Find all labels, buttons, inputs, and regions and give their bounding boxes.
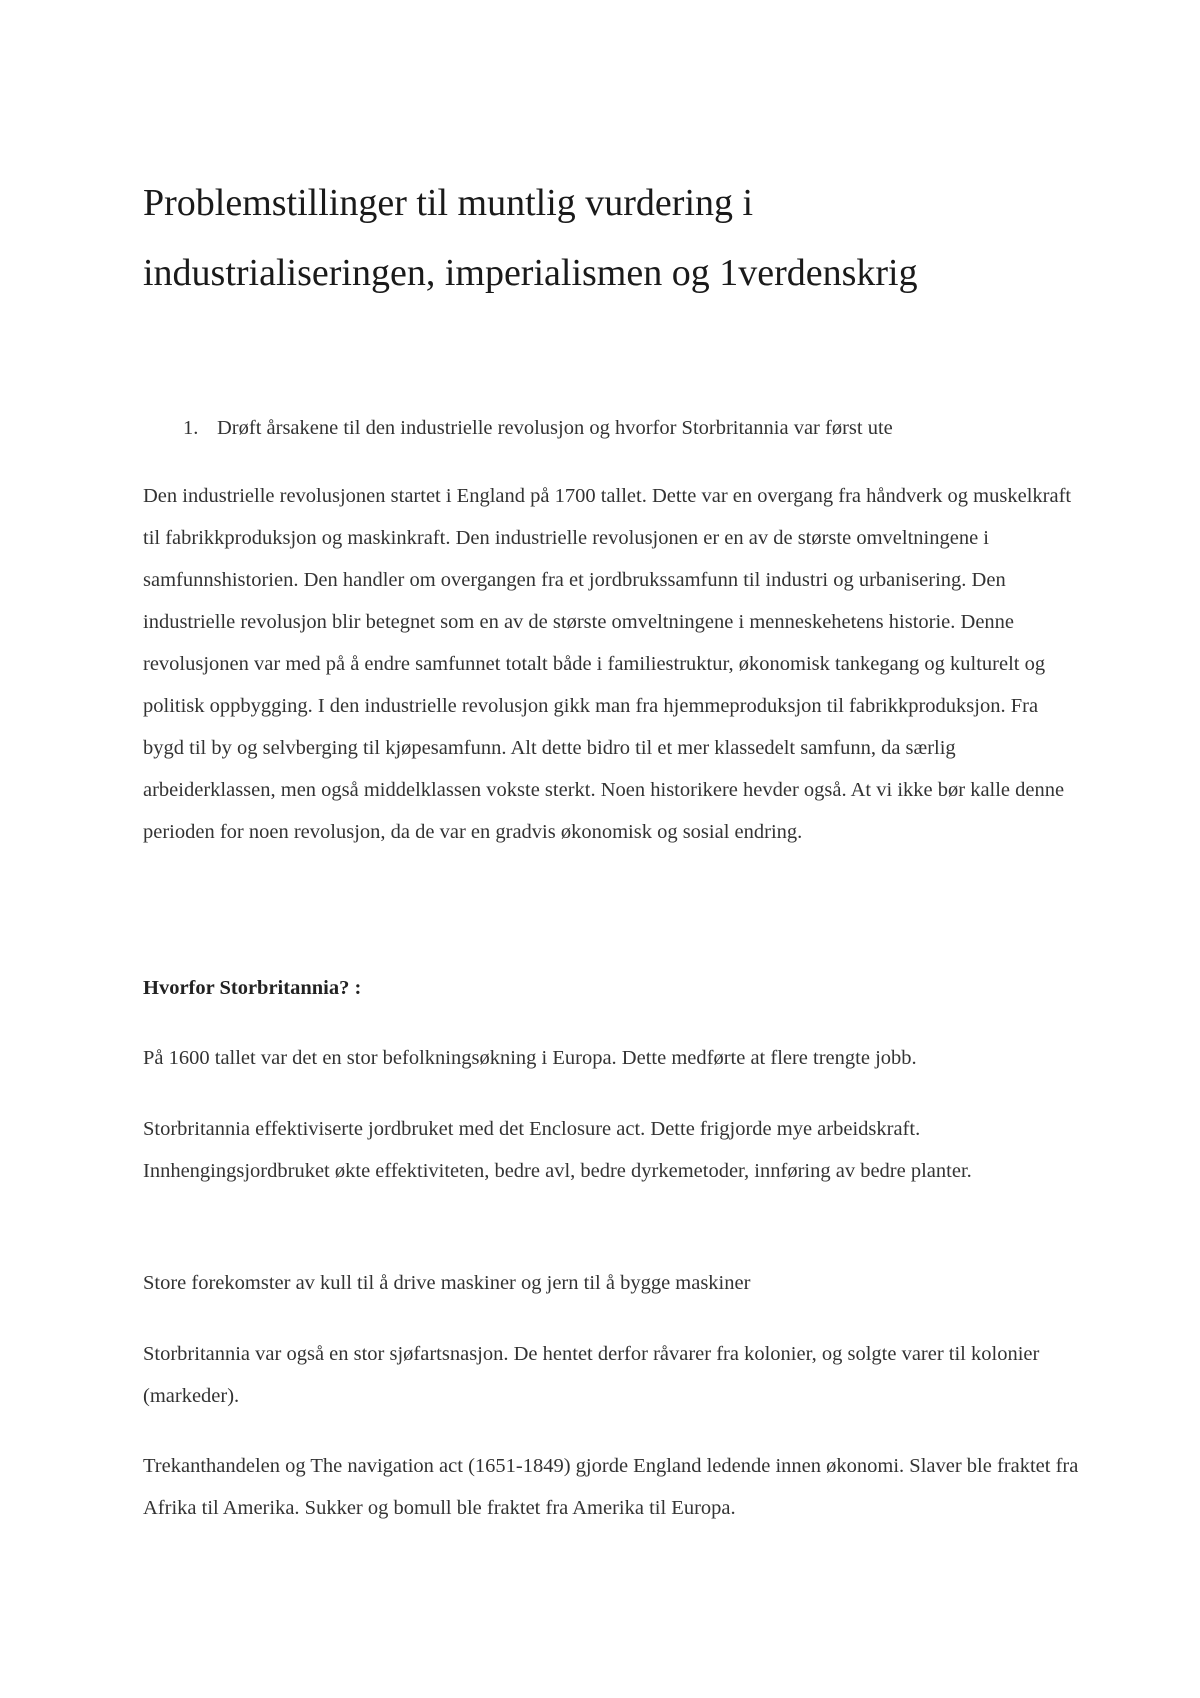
triangle-trade-paragraph: Trekanthandelen og The navigation act (1651-1849) gjorde England ledende innen økonomi. Slaver ble fraktet fra Afrika til Amerika. Sukker og bomull ble fraktet fra Amerika til Europa. [143, 1455, 1079, 1519]
coal-paragraph: Store forekomster av kull til å drive maskiner og jern til å bygge maskiner [143, 1272, 751, 1294]
title-line-2: industrialiseringen, imperialismen og 1verdenskrig [143, 252, 918, 294]
naval-paragraph: Storbritannia var også en stor sjøfartsnasjon. De hentet derfor råvarer fra kolonier, og solgte varer til kolonier (markeder). [143, 1343, 1040, 1407]
title-line-1: Problemstillinger til muntlig vurdering i [143, 182, 754, 224]
section-heading: Hvorfor Storbritannia? : [143, 977, 362, 999]
enclosure-paragraph: Storbritannia effektiviserte jordbruket med det Enclosure act. Dette frigjorde mye arbeidskraft. Innhengingsjordbruket økte effektiviteten, bedre avl, bedre dyrkemetoder, innføring av bedre planter. [143, 1118, 972, 1182]
question-number: 1. [183, 417, 199, 439]
document-title [143, 168, 1093, 308]
intro-paragraph: Den industrielle revolusjonen startet i England på 1700 tallet. Dette var en overgang fra håndverk og muskelkraft til fabrikkproduksjon og maskinkraft. Den industrielle revolusjonen er en av de største omveltningene i samfunnshistorien. Den handler om overgangen fra et jordbrukssamfunn til industri og urbanisering. Den industrielle revolusjon blir betegnet som en av de største omveltningene i menneskehetens historie. Denne revolusjonen var med på å endre samfunnet totalt både i familiestruktur, økonomisk tankegang og kulturelt og politisk oppbygging. I den industrielle revolusjon gikk man fra hjemmeproduksjon til fabrikkproduksjon. Fra bygd til by og selvberging til kjøpesamfunn. Alt dette bidro til et mer klassedelt samfunn, da særlig arbeiderklassen, men også middelklassen vokste sterkt. Noen historikere hevder også. At vi ikke bør kalle denne perioden for noen revolusjon, da de var en gradvis økonomisk og sosial endring. [143, 485, 1072, 843]
question-list-item [183, 412, 1083, 444]
population-paragraph: På 1600 tallet var det en stor befolkningsøkning i Europa. Dette medførte at flere trengte jobb. [143, 1047, 917, 1069]
question-text: Drøft årsakene til den industrielle revolusjon og hvorfor Storbritannia var først ute [217, 417, 893, 439]
